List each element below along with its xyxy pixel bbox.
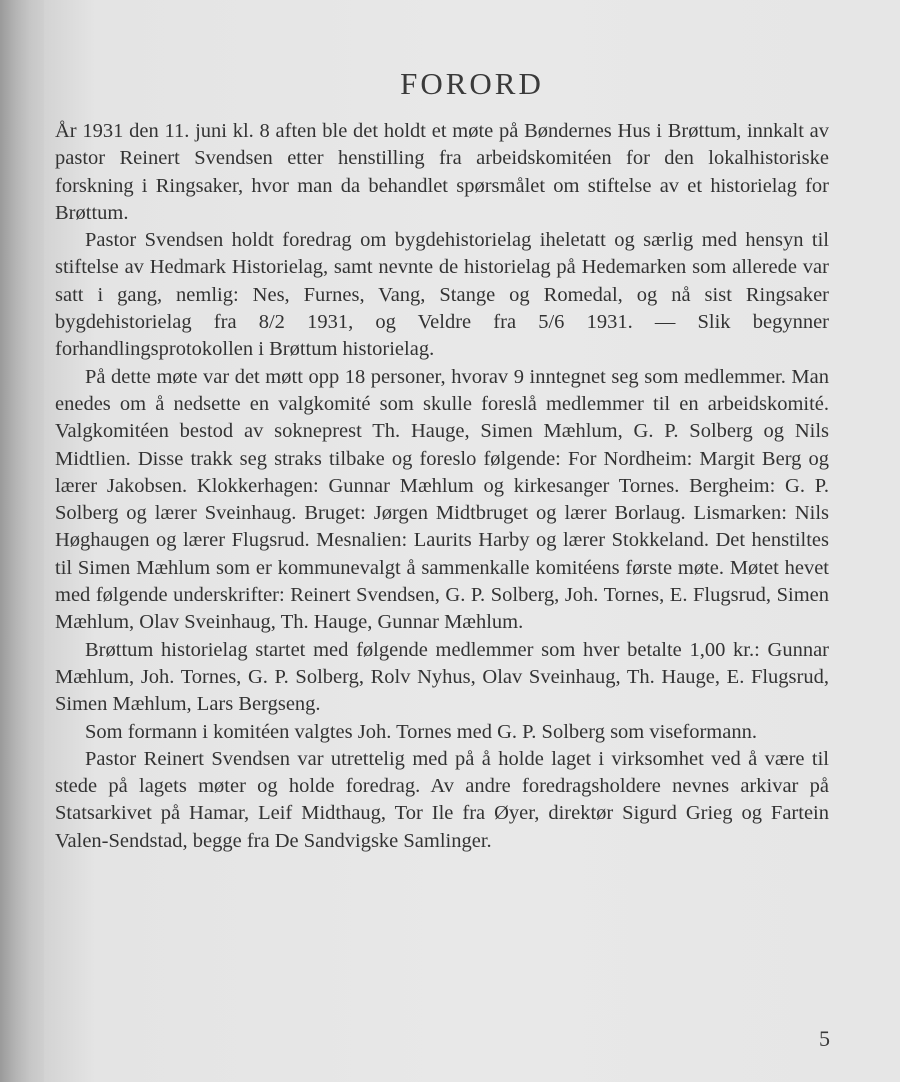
paragraph-6: Pastor Reinert Svendsen var utrettelig med på å holde laget i virksomhet ved å være til stede på lagets møter og holde foredrag. Av andre foredragsholdere nevnes arkivar på Statsarkivet på Hamar, Leif Midthaug, Tor Ile fra Øyer, direktør Sigurd Grieg og Fartein Valen-Sendstad, begge fra De Sandvigske Samlinger. bbox=[55, 747, 829, 852]
paragraph-3: På dette møte var det møtt opp 18 personer, hvorav 9 inntegnet seg som medlemmer. Man enedes om å nedsette en valgkomité som skulle foreslå medlemmer til en arbeidskomité. Valgkomitéen bestod av sokneprest Th. Hauge, Simen Mæhlum, G. P. Solberg og Nils Midtlien. Disse trakk seg straks tilbake og foreslo følgende: For Nordheim: Margit Berg og lærer Jakobsen. Klokkerhagen: Gunnar Mæhlum og kirkesanger Tornes. Bergheim: G. P. Solberg og lærer Sveinhaug. Bruget: Jørgen Midtbruget og lærer Borlaug. Lismarken: Nils Høghaugen og lærer Flugsrud. Mesnalien: Laurits Harby og lærer Stokkeland. Det henstiltes til Simen Mæhlum som er kommunevalgt å sammenkalle komitéens første møte. Møtet hevet med følgende underskrifter: Reinert Svendsen, G. P. Solberg, Joh. Tornes, E. Flugsrud, Simen Mæhlum, Olav Sveinhaug, Th. Hauge, Gunnar Mæhlum. bbox=[55, 365, 829, 634]
book-page bbox=[44, 0, 900, 1082]
paragraph-1: År 1931 den 11. juni kl. 8 aften ble det holdt et møte på Bøndernes Hus i Brøttum, innkalt av pastor Reinert Svendsen etter henstilling fra arbeidskomitéen for den lokalhistoriske forskning i Ringsaker, hvor man da behandlet spørsmålet om stiftelse av et historielag for Brøttum. bbox=[55, 120, 829, 224]
page-title: FORORD bbox=[400, 66, 544, 101]
paragraph-4: Brøttum historielag startet med følgende medlemmer som hver betalte 1,00 kr.: Gunnar Mæhlum, Joh. Tornes, G. P. Solberg, Rolv Nyhus, Olav Sveinhaug, Th. Hauge, E. Flugsrud, Simen Mæhlum, Lars Bergseng. bbox=[55, 638, 829, 716]
body-text bbox=[55, 118, 829, 855]
book-binding-shadow bbox=[0, 0, 44, 1082]
page-number: 5 bbox=[819, 1026, 830, 1051]
paragraph-5: Som formann i komitéen valgtes Joh. Tornes med G. P. Solberg som viseformann. bbox=[85, 720, 757, 743]
paragraph-2: Pastor Svendsen holdt foredrag om bygdehistorielag iheletatt og særlig med hensyn til stiftelse av Hedmark Historielag, samt nevnte de historielag på Hedemarken som allerede var satt i gang, nemlig: Nes, Furnes, Vang, Stange og Romedal, og nå sist Ringsaker bygdehistorielag fra 8/2 1931, og Veldre fra 5/6 1931. — Slik begynner forhandlingsprotokollen i Brøttum historielag. bbox=[55, 229, 829, 361]
